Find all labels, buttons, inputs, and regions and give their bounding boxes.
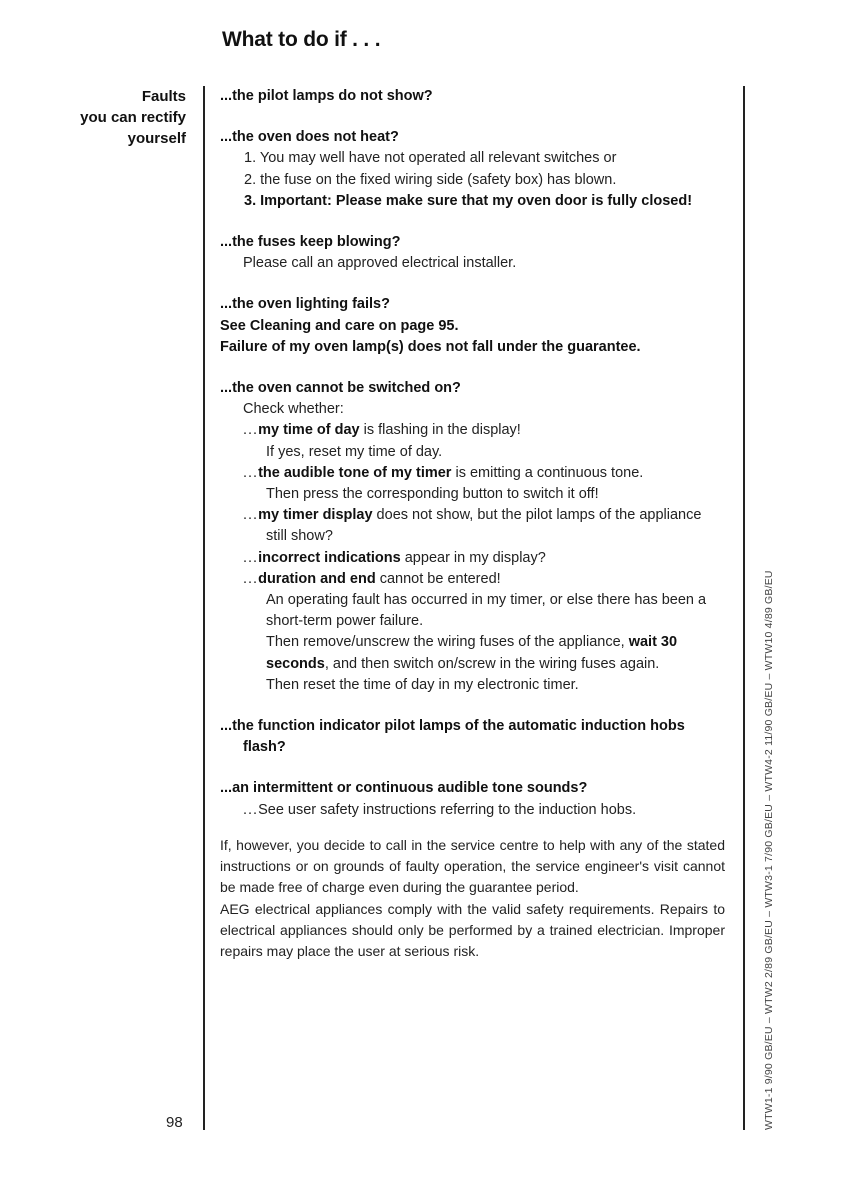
check-label: Check whether:	[243, 401, 344, 418]
numbered-item	[220, 148, 725, 169]
check-item-bold: duration and end	[258, 570, 376, 587]
detail-text: , and then switch on/screw in the wiring fuses again.	[324, 655, 660, 672]
question-heading: ...the fuses keep blowing?	[220, 234, 401, 251]
question-heading: ...the oven cannot be switched on?	[220, 380, 461, 397]
ellipsis: ...	[243, 549, 259, 566]
right-margin-rule	[743, 86, 745, 1130]
numbered-item	[220, 170, 725, 191]
footer-paragraph: If, however, you decide to call in the service centre to help with any of the stated instructions or on grounds of faulty operation, the service engineer's visit cannot be made free of charge even during the guarantee period.	[220, 836, 725, 896]
item-text: the fuse on the fixed wiring side (safety box) has blown.	[260, 171, 617, 188]
check-item-text: is emitting a continuous tone.	[451, 464, 644, 481]
check-item-bold: my timer display	[258, 507, 373, 524]
check-item-bold: the audible tone of my timer	[258, 464, 452, 481]
check-item-detail: Then press the corresponding button to switch it off!	[266, 486, 599, 503]
detail-text: Then remove/unscrew the wiring fuses of the appliance,	[266, 634, 629, 651]
answer-text: Please call an approved electrical installer.	[243, 255, 517, 272]
item-number: 1.	[244, 150, 257, 167]
cleaning-reference: See Cleaning and care on page 95.	[220, 317, 459, 334]
document-code-vertical: WTW1-1 9/90 GB/EU – WTW2 2/89 GB/EU – WTW3-1 7/90 GB/EU – WTW4-2 11/90 GB/EU – WTW10 4/89 GB/EU	[763, 570, 775, 1130]
page-title: What to do if . . .	[222, 28, 381, 51]
check-item	[220, 420, 725, 441]
section-fuses	[220, 232, 725, 274]
question-heading: ...the oven lighting fails?	[220, 296, 390, 313]
guarantee-note: Failure of my oven lamp(s) does not fall under the guarantee.	[220, 338, 641, 355]
check-item	[220, 505, 725, 547]
ellipsis: ...	[243, 801, 259, 818]
section-lighting	[220, 294, 725, 358]
check-item-detail: Then reset the time of day in my electronic timer.	[266, 676, 579, 693]
check-item	[220, 463, 725, 484]
answer-text	[220, 800, 725, 821]
page-number: 98	[166, 1114, 183, 1131]
item-text: Important: Please make sure that my oven door is fully closed!	[260, 192, 693, 209]
side-heading	[0, 86, 186, 149]
detail-bold: wait 30 seconds	[266, 634, 678, 672]
ellipsis: ...	[243, 507, 259, 524]
item-number: 3.	[244, 192, 257, 209]
check-item-text: cannot be entered!	[375, 570, 501, 587]
section-switch-on	[220, 378, 725, 696]
section-pilot-lamps	[220, 86, 725, 107]
ellipsis: ...	[243, 570, 259, 587]
numbered-item-important	[220, 191, 725, 212]
footer-notice	[220, 835, 725, 963]
question-heading: ...the pilot lamps do not show?	[220, 88, 433, 104]
section-tone	[220, 778, 725, 820]
check-item-text: does not show, but the pilot lamps of the appliance still show?	[266, 507, 702, 545]
check-item	[220, 548, 725, 569]
side-heading-line: you can rectify	[80, 109, 186, 126]
check-item-detail: If yes, reset my time of day.	[266, 443, 443, 460]
item-text: You may well have not operated all relevant switches or	[259, 150, 617, 167]
check-item	[220, 569, 725, 590]
item-number: 2.	[244, 171, 257, 188]
side-heading-line: Faults	[141, 88, 186, 105]
section-oven-heat	[220, 127, 725, 212]
ellipsis: ...	[243, 422, 259, 439]
left-margin-rule	[203, 86, 205, 1130]
section-induction	[220, 716, 725, 758]
answer-text-body: See user safety instructions referring to the induction hobs.	[258, 801, 637, 818]
check-item-bold: incorrect indications	[258, 549, 401, 566]
footer-paragraph: AEG electrical appliances comply with the valid safety requirements. Repairs to electrical appliances should only be performed by a trained electrician. Improper repairs may place the user at serious risk.	[220, 900, 725, 960]
check-item-detail	[220, 632, 725, 674]
question-heading: ...an intermittent or continuous audible tone sounds?	[220, 780, 588, 797]
check-item-text: is flashing in the display!	[359, 422, 521, 439]
ellipsis: ...	[243, 464, 259, 481]
check-item-bold: my time of day	[258, 422, 360, 439]
faults-content	[220, 86, 725, 963]
side-heading-line: yourself	[127, 130, 186, 147]
check-item-text: appear in my display?	[400, 549, 546, 566]
check-item-detail: An operating fault has occurred in my timer, or else there has been a short-term power failure.	[266, 592, 707, 630]
question-heading: ...the function indicator pilot lamps of the automatic induction hobs flash?	[220, 718, 685, 756]
question-heading: ...the oven does not heat?	[220, 129, 399, 146]
